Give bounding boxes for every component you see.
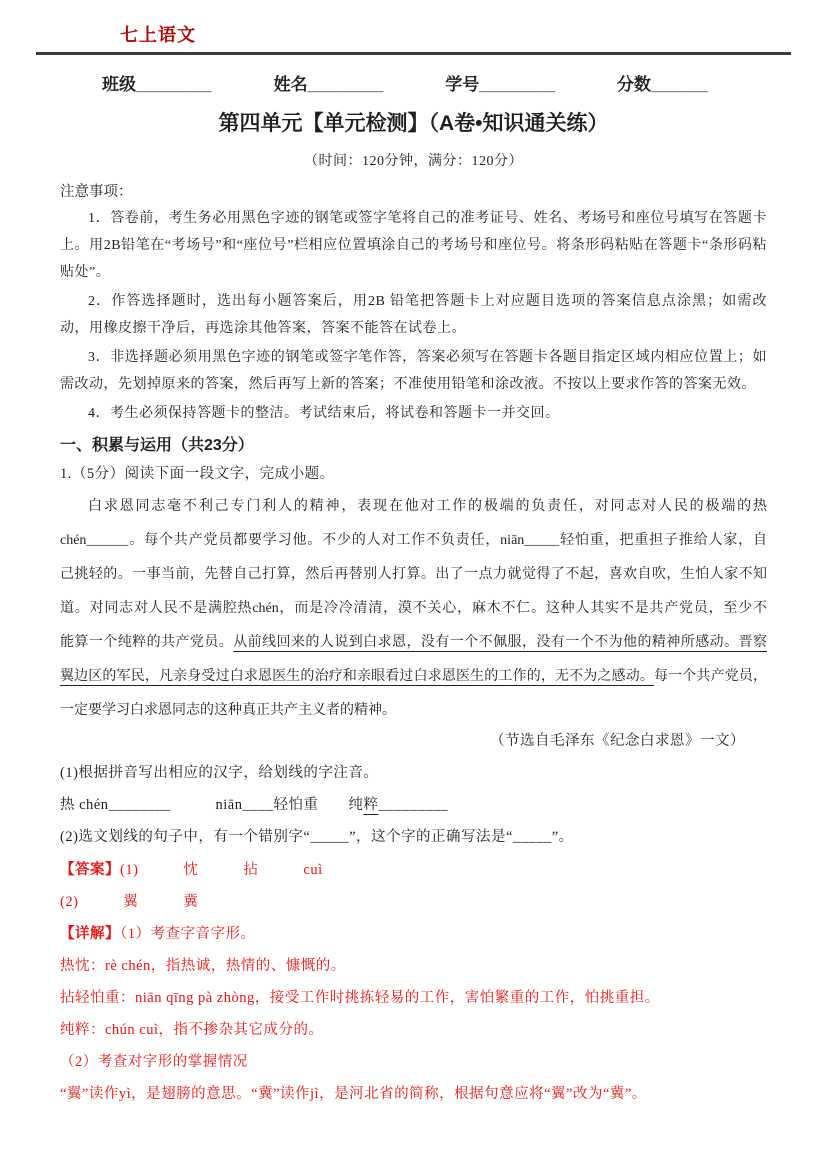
fill-field-label: 学号 (445, 75, 480, 94)
answer-line-2: (2) 翼 冀 (60, 894, 199, 910)
notice-heading: 注意事项： (60, 184, 133, 200)
notice-item-1: 1．答卷前，考生务必用黑色字迹的钢笔或签字笔将自己的准考证号、姓名、考场号和座位号填写在答题卡上。用2B铅笔在“考场号”和“座位号”栏相应位置填涂自己的考场号和座位号。将条形码粘贴在答题卡“条形码粘贴处”。 (60, 211, 767, 280)
notice-item-4: 4．考生必须保持答题卡的整洁。考试结束后，将试卷和答题卡一并交回。 (88, 406, 560, 421)
explanation-line: 拈轻怕重：niān qīng pà zhòng，接受工作时挑拣轻易的工作，害怕繁重的工作，怕挑重担。 (60, 990, 660, 1006)
answer-line-1-text: (1) 忱 拈 cuì (120, 862, 323, 878)
fill-field-blank: ______ (650, 75, 708, 94)
section-heading: 一、积累与运用（共23分） (60, 437, 254, 454)
notice-item-3: 3．非选择题必须用黑色字迹的钢笔或签字笔作答，答案必须写在答题卡各题目指定区域内相应位置上；如需改动，先划掉原来的答案，然后再写上新的答案；不准使用铅笔和涂改液。不按以上要求作答的答案无效。 (60, 350, 767, 392)
answer-line-1 (60, 859, 767, 881)
reading-passage (60, 490, 767, 728)
pinyin-blank-line: 热 chén________ niān____轻怕重 纯粹_________ (60, 797, 449, 813)
explanation-intro-line (60, 923, 767, 945)
fill-field-blank: ________ (307, 75, 384, 94)
passage-line: 一定要学习白求恩同志的这种真正共产主义者的精神。 (60, 703, 396, 718)
question-intro: 1.（5分）阅读下面一段文字，完成小题。 (60, 466, 335, 482)
explanation-line: （2）考查对字形的掌握情况 (60, 1054, 248, 1070)
paper-title: 第四单元【单元检测】（A卷•知识通关练） (218, 112, 609, 135)
answer-block (60, 859, 767, 1105)
passage-line: 能算一个纯粹的共产党员。从前线回来的人说到白求恩，没有一个不佩服，没有一个不为他的精神所感动。晋察 (60, 635, 767, 650)
masthead (36, 0, 791, 55)
fill-field-blank: ________ (479, 75, 555, 94)
paper-subtitle: （时间：120分钟，满分：120分） (304, 154, 523, 169)
fill-field-label: 班级 (102, 75, 136, 94)
student-info-row (60, 74, 767, 96)
fill-field-class (102, 74, 212, 96)
explanation-line: “翼”读作yì，是翅膀的意思。“冀”读作jì，是河北省的简称，根据句意应将“翼”改为“冀”。 (60, 1086, 647, 1102)
fill-field-blank: ________ (136, 75, 212, 94)
notice-item-2: 2．作答选择题时，选出每小题答案后，用2B 铅笔把答题卡上对应题目选项的答案信息点涂黑；如需改动，用橡皮擦干净后，再选涂其他答案，答案不能答在试卷上。 (60, 294, 767, 336)
fill-field-label: 姓名 (273, 75, 308, 94)
fill-field-student-number (445, 74, 555, 96)
answer-label: 【答案】 (60, 862, 120, 878)
passage-line: 翼边区的军民，凡亲身受过白求恩医生的治疗和亲眼看过白求恩医生的工作的，无不为之感动。每一个共产党员， (60, 669, 767, 684)
fill-field-score (617, 74, 708, 96)
explanation-label: 【详解】 (60, 926, 120, 942)
passage-line: 道。对同志对人民不是满腔热chén，而是冷冷清清，漠不关心，麻木不仁。这种人其实不是共产党员，至少不 (60, 601, 767, 616)
paper-body (60, 182, 767, 1105)
explanation-intro-text: （1）考查字音字形。 (120, 926, 256, 942)
sub-question-2: (2)选文划线的句子中，有一个错别字“_____”，这个字的正确写法是“_____”。 (60, 829, 574, 845)
passage-line: 白求恩同志毫不利己专门利人的精神，表现在他对工作的极端的负责任，对同志对人民的极端的热 (88, 499, 767, 514)
fill-field-name (274, 74, 384, 96)
explanation-line: 热忱：rè chén，指热诚，热情的、慷慨的。 (60, 958, 346, 974)
passage-attribution: （节选自毛泽东《纪念白求恩》一文） (490, 733, 745, 749)
explanation-line: 纯粹：chún cuì，指不掺杂其它成分的。 (60, 1022, 324, 1038)
fill-field-label: 分数 (616, 75, 651, 94)
sub-question-1: (1)根据拼音写出相应的汉字，给划线的字注音。 (60, 765, 379, 781)
passage-line: chén______。每个共产党员都要学习他。不少的人对工作不负责任，niān_____轻怕重，把重担子推给人家，自 (60, 533, 767, 548)
course-tag: 七上语文 (120, 25, 196, 45)
passage-line: 己挑轻的。一事当前，先替自己打算，然后再替别人打算。出了一点力就觉得了不起，喜欢自吹，生怕人家不知 (60, 567, 767, 582)
